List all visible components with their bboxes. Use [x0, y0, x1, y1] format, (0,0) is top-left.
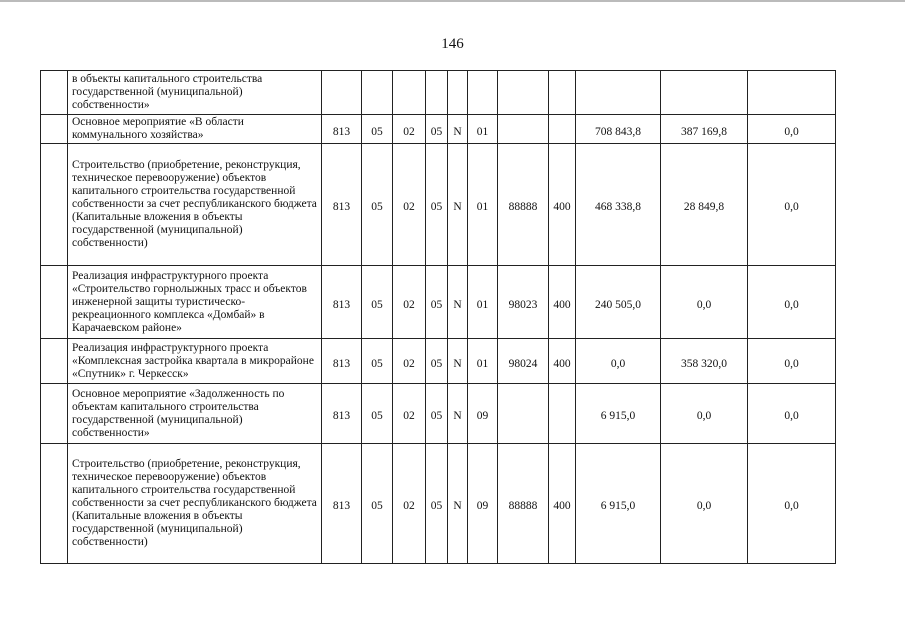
expense-code-cell: 88888 — [498, 444, 549, 564]
section-cell: 05 — [362, 266, 393, 339]
type-code-cell — [549, 384, 576, 444]
type-code-cell: 400 — [549, 339, 576, 384]
row-number-cell — [41, 384, 68, 444]
subsection-cell — [393, 71, 426, 115]
n-code-cell: N — [448, 115, 468, 144]
table-row — [41, 115, 836, 144]
amount-year1-cell: 6 915,0 — [576, 384, 661, 444]
description-cell: в объекты капитального строительства государственной (муниципальной) собственности» — [68, 71, 322, 115]
expense-code-cell — [498, 115, 549, 144]
table-row — [41, 444, 836, 564]
amount-year2-cell: 0,0 — [661, 444, 748, 564]
program-cell: 05 — [426, 144, 448, 266]
gov-code-cell: 813 — [322, 339, 362, 384]
amount-year2-cell: 28 849,8 — [661, 144, 748, 266]
expense-code-cell: 98024 — [498, 339, 549, 384]
row-number-cell — [41, 444, 68, 564]
budget-table — [40, 70, 836, 564]
amount-year1-cell: 708 843,8 — [576, 115, 661, 144]
table-row — [41, 384, 836, 444]
gov-code-cell — [322, 71, 362, 115]
type-code-cell — [549, 115, 576, 144]
event-cell: 01 — [468, 266, 498, 339]
program-cell: 05 — [426, 444, 448, 564]
table-row — [41, 71, 836, 115]
description-cell: Реализация инфраструктурного проекта «Комплексная застройка квартала в микрорайоне «Спутник» г. Черкесск» — [68, 339, 322, 384]
subsection-cell: 02 — [393, 266, 426, 339]
description-cell: Основное мероприятие «Задолженность по объектам капитального строительства государственной (муниципальной) собственности» — [68, 384, 322, 444]
n-code-cell: N — [448, 144, 468, 266]
type-code-cell — [549, 71, 576, 115]
table-row — [41, 339, 836, 384]
amount-year2-cell: 0,0 — [661, 384, 748, 444]
amount-year2-cell: 387 169,8 — [661, 115, 748, 144]
expense-code-cell: 88888 — [498, 144, 549, 266]
program-cell: 05 — [426, 339, 448, 384]
amount-year1-cell: 240 505,0 — [576, 266, 661, 339]
amount-year3-cell: 0,0 — [748, 266, 836, 339]
event-cell: 01 — [468, 115, 498, 144]
row-number-cell — [41, 71, 68, 115]
description-cell: Основное мероприятие «В области коммунального хозяйства» — [68, 115, 322, 144]
section-cell: 05 — [362, 144, 393, 266]
description-cell: Строительство (приобретение, реконструкция, техническое перевооружение) объектов капитального строительства государственной собственности за счет республиканского бюджета (Капитальные вложения в объекты государственной (муниципальной) собственности) — [68, 144, 322, 266]
scan-edge — [0, 0, 905, 2]
section-cell: 05 — [362, 115, 393, 144]
amount-year3-cell: 0,0 — [748, 144, 836, 266]
row-number-cell — [41, 266, 68, 339]
program-cell: 05 — [426, 115, 448, 144]
amount-year1-cell — [576, 71, 661, 115]
table-row — [41, 266, 836, 339]
amount-year1-cell: 468 338,8 — [576, 144, 661, 266]
type-code-cell: 400 — [549, 144, 576, 266]
table-row — [41, 144, 836, 266]
gov-code-cell: 813 — [322, 444, 362, 564]
event-cell: 09 — [468, 384, 498, 444]
n-code-cell: N — [448, 444, 468, 564]
program-cell: 05 — [426, 384, 448, 444]
event-cell: 01 — [468, 339, 498, 384]
amount-year3-cell — [748, 71, 836, 115]
type-code-cell: 400 — [549, 444, 576, 564]
program-cell — [426, 71, 448, 115]
amount-year2-cell: 358 320,0 — [661, 339, 748, 384]
amount-year1-cell: 0,0 — [576, 339, 661, 384]
row-number-cell — [41, 115, 68, 144]
amount-year3-cell: 0,0 — [748, 339, 836, 384]
subsection-cell: 02 — [393, 115, 426, 144]
amount-year3-cell: 0,0 — [748, 444, 836, 564]
description-cell: Строительство (приобретение, реконструкция, техническое перевооружение) объектов капитального строительства государственной собственности за счет республиканского бюджета (Капитальные вложения в объекты государственной (муниципальной) собственности) — [68, 444, 322, 564]
amount-year2-cell — [661, 71, 748, 115]
program-cell: 05 — [426, 266, 448, 339]
gov-code-cell: 813 — [322, 115, 362, 144]
amount-year1-cell: 6 915,0 — [576, 444, 661, 564]
expense-code-cell — [498, 71, 549, 115]
gov-code-cell: 813 — [322, 266, 362, 339]
subsection-cell: 02 — [393, 144, 426, 266]
event-cell: 01 — [468, 144, 498, 266]
section-cell: 05 — [362, 444, 393, 564]
amount-year2-cell: 0,0 — [661, 266, 748, 339]
description-cell: Реализация инфраструктурного проекта «Строительство горнолыжных трасс и объектов инженерной защиты туристическо-рекреационного комплекса «Домбай» в Карачаевском районе» — [68, 266, 322, 339]
n-code-cell: N — [448, 266, 468, 339]
n-code-cell — [448, 71, 468, 115]
section-cell — [362, 71, 393, 115]
section-cell: 05 — [362, 339, 393, 384]
expense-code-cell — [498, 384, 549, 444]
row-number-cell — [41, 144, 68, 266]
n-code-cell: N — [448, 339, 468, 384]
amount-year3-cell: 0,0 — [748, 384, 836, 444]
event-cell — [468, 71, 498, 115]
gov-code-cell: 813 — [322, 384, 362, 444]
type-code-cell: 400 — [549, 266, 576, 339]
subsection-cell: 02 — [393, 384, 426, 444]
event-cell: 09 — [468, 444, 498, 564]
subsection-cell: 02 — [393, 444, 426, 564]
amount-year3-cell: 0,0 — [748, 115, 836, 144]
section-cell: 05 — [362, 384, 393, 444]
n-code-cell: N — [448, 384, 468, 444]
row-number-cell — [41, 339, 68, 384]
expense-code-cell: 98023 — [498, 266, 549, 339]
gov-code-cell: 813 — [322, 144, 362, 266]
subsection-cell: 02 — [393, 339, 426, 384]
page-number: 146 — [441, 36, 464, 52]
